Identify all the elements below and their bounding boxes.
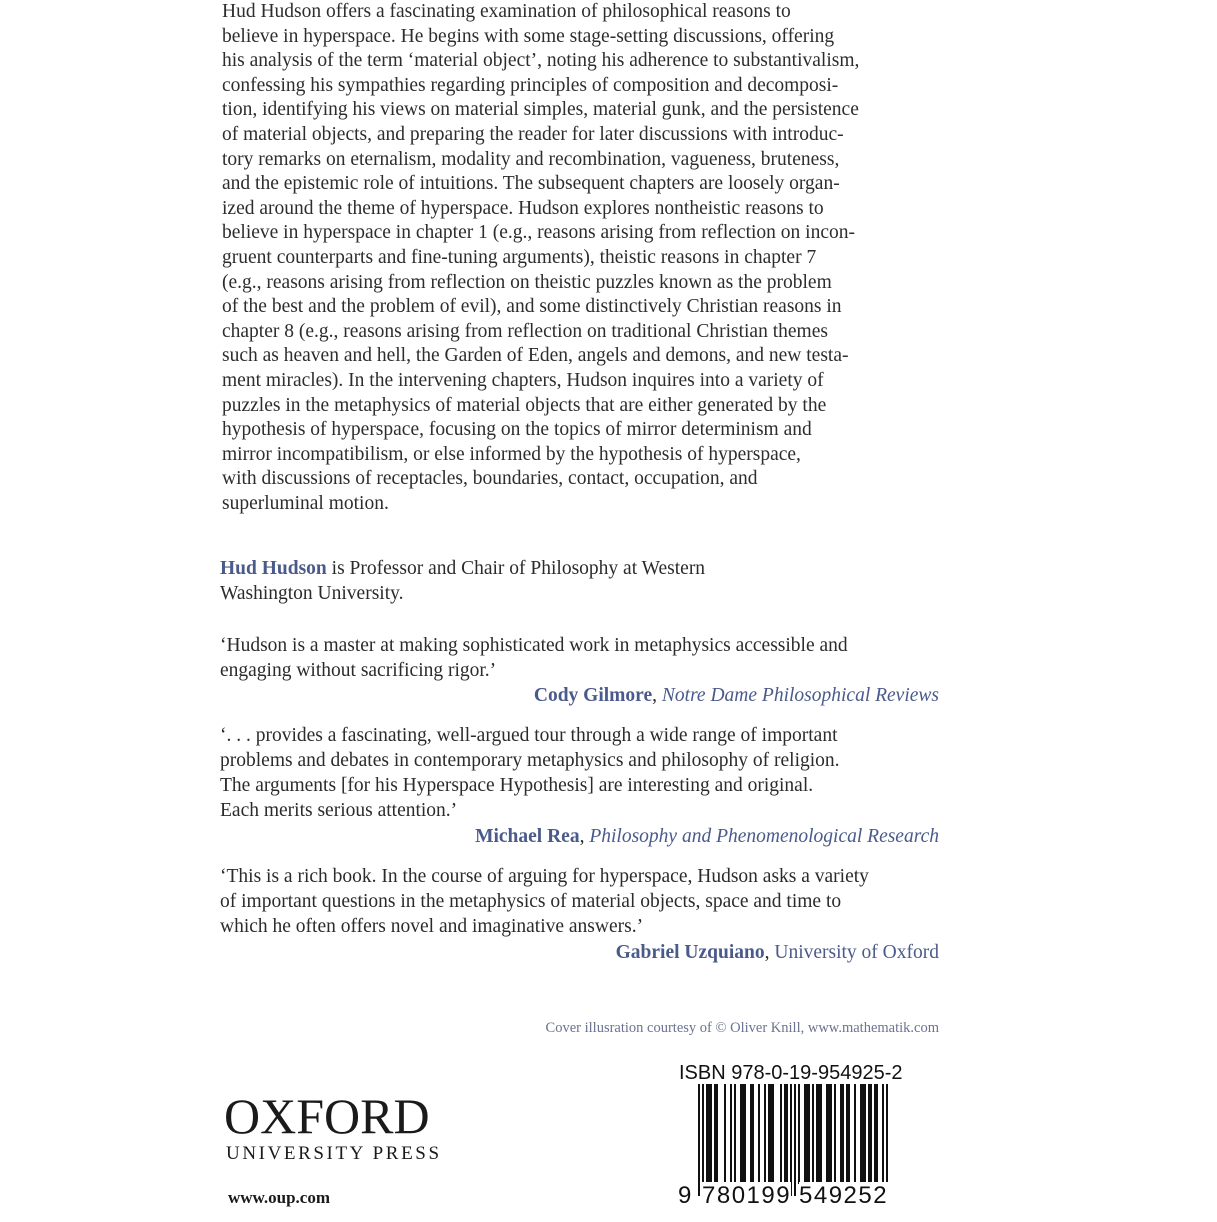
- author-name: Hud Hudson: [220, 558, 327, 579]
- barcode-digit-first: 9: [678, 1182, 692, 1209]
- author-bio: [220, 556, 705, 606]
- barcode-bar: [730, 1084, 732, 1184]
- barcode-bar: [790, 1084, 792, 1196]
- barcode-bar: [826, 1084, 828, 1184]
- description-line: believe in hyperspace. He begins with some stage-setting discussions, offering: [222, 25, 835, 47]
- barcode-bar: [834, 1084, 836, 1184]
- barcode-bar: [848, 1084, 850, 1184]
- review-line: of important questions in the metaphysics of material objects, space and time to: [220, 891, 842, 912]
- barcode-digits-right: 549252: [799, 1182, 889, 1209]
- barcode-bar: [734, 1084, 736, 1184]
- review-attribution: Gabriel Uzquiano, University of Oxford: [615, 942, 939, 963]
- barcode-bar: [744, 1084, 746, 1184]
- description-line: of the best and the problem of evil), and some distinctively Christian reasons in: [222, 296, 842, 318]
- barcode-bar: [830, 1084, 832, 1184]
- description-line: confessing his sympathies regarding principles of composition and decomposi-: [222, 74, 839, 96]
- barcode-bar: [864, 1084, 866, 1184]
- barcode-bar: [786, 1084, 788, 1184]
- barcode-bar: [698, 1084, 700, 1196]
- barcode-bar: [870, 1084, 872, 1184]
- description-line: with discussions of receptacles, boundaries, contact, occupation, and: [222, 468, 758, 490]
- description-line: hypothesis of hyperspace, focusing on the topics of mirror determinism and: [222, 419, 812, 441]
- description-line: tion, identifying his views on material simples, material gunk, and the persistence: [222, 99, 859, 121]
- barcode-bar: [860, 1084, 862, 1184]
- description-line: superluminal motion.: [222, 493, 389, 514]
- review-source: Philosophy and Phenomenological Research: [589, 826, 939, 847]
- cover-credit: Cover illusration courtesy of © Oliver Knill, www.mathematik.com: [545, 1020, 939, 1036]
- barcode-bar: [868, 1084, 870, 1184]
- barcode-bar: [758, 1084, 760, 1184]
- reviewer-name: Cody Gilmore: [533, 685, 653, 706]
- barcode-bar: [812, 1084, 814, 1184]
- author-bio-line: Washington University.: [220, 583, 404, 604]
- description-line: Hud Hudson offers a fascinating examination of philosophical reasons to: [222, 1, 791, 22]
- barcode-bar: [742, 1084, 744, 1184]
- barcode-bar: [784, 1084, 786, 1184]
- description-line: such as heaven and hell, the Garden of Eden, angels and demons, and new testa-: [222, 345, 849, 367]
- barcode-bar: [794, 1084, 796, 1196]
- barcode-bar: [874, 1084, 876, 1184]
- description-line: (e.g., reasons arising from reflection on theistic puzzles known as the problem: [222, 271, 832, 293]
- barcode-bar: [798, 1084, 800, 1184]
- description-line: believe in hyperspace in chapter 1 (e.g., reasons arising from reflection on incon-: [222, 222, 855, 244]
- barcode-bar: [770, 1084, 772, 1184]
- barcode-bar: [764, 1084, 766, 1184]
- barcode-bar: [724, 1084, 726, 1184]
- barcode-bar: [768, 1084, 770, 1184]
- barcode-bar: [876, 1084, 878, 1184]
- barcode-bar: [808, 1084, 810, 1184]
- description-line: ized around the theme of hyperspace. Hudson explores nontheistic reasons to: [222, 197, 824, 219]
- author-bio-text: is Professor and Chair of Philosophy at Western: [326, 558, 706, 579]
- review-line: problems and debates in contemporary metaphysics and philosophy of religion.: [220, 750, 840, 771]
- review-line: The arguments [for his Hyperspace Hypothesis] are interesting and original.: [220, 775, 814, 796]
- barcode-bar: [702, 1084, 704, 1196]
- description-line: puzzles in the metaphysics of material objects that are either generated by the: [222, 394, 827, 416]
- barcode-bar: [710, 1084, 712, 1184]
- barcode-bar: [750, 1084, 752, 1184]
- barcode: [676, 1084, 910, 1217]
- barcode-bar: [706, 1084, 708, 1184]
- reviewer-name: Gabriel Uzquiano: [615, 942, 765, 963]
- review-line: ‘This is a rich book. In the course of arguing for hyperspace, Hudson asks a variety: [220, 866, 869, 887]
- review-line: Each merits serious attention.’: [220, 800, 458, 821]
- barcode-bar: [708, 1084, 710, 1184]
- barcode-bar: [882, 1084, 884, 1196]
- reviewer-name: Michael Rea: [475, 826, 580, 847]
- author-bio-line: [220, 556, 705, 581]
- review-line: ‘. . . provides a fascinating, well-argued tour through a wide range of important: [220, 725, 838, 746]
- barcode-bar: [820, 1084, 822, 1184]
- barcode-bar: [714, 1084, 716, 1184]
- barcode-bar: [854, 1084, 856, 1184]
- description-line: and the epistemic role of intuitions. The subsequent chapters are loosely organ-: [222, 173, 840, 195]
- description-line: his analysis of the term ‘material object’, noting his adherence to substantivalism,: [222, 50, 860, 72]
- barcode-bar: [842, 1084, 844, 1184]
- review-line: engaging without sacrificing rigor.’: [220, 660, 497, 681]
- barcode-bar: [740, 1084, 742, 1184]
- barcode-bar: [828, 1084, 830, 1184]
- barcode-digits-left: 780199: [702, 1182, 792, 1209]
- isbn-label: ISBN 978-0-19-954925-2: [679, 1062, 903, 1084]
- review-attribution: Michael Rea, Philosophy and Phenomenological Research: [475, 826, 939, 847]
- barcode-bar: [780, 1084, 782, 1184]
- description-line: gruent counterparts and fine-tuning arguments), theistic reasons in chapter 7: [222, 247, 817, 268]
- review-attribution: Cody Gilmore, Notre Dame Philosophical Reviews: [533, 685, 939, 706]
- description-line: tory remarks on eternalism, modality and recombination, vagueness, bruteness,: [222, 148, 840, 170]
- review-line: which he often offers novel and imaginative answers.’: [220, 916, 644, 937]
- description-line: chapter 8 (e.g., reasons arising from reflection on traditional Christian themes: [222, 320, 828, 342]
- barcode-bar: [806, 1084, 808, 1184]
- review-source: Notre Dame Philosophical Reviews: [661, 685, 939, 706]
- barcode-bar: [846, 1084, 848, 1184]
- description-line: mirror incompatibilism, or else informed by the hypothesis of hyperspace,: [222, 443, 801, 465]
- review-line: ‘Hudson is a master at making sophisticated work in metaphysics accessible and: [220, 635, 848, 656]
- barcode-bar: [772, 1084, 774, 1184]
- description-line: ment miracles). In the intervening chapters, Hudson inquires into a variety of: [222, 370, 824, 391]
- barcode-bar: [840, 1084, 842, 1184]
- description-line: of material objects, and preparing the reader for later discussions with introduc-: [222, 124, 844, 145]
- barcode-bar: [804, 1084, 806, 1184]
- publisher-website: www.oup.com: [228, 1188, 331, 1207]
- publisher-name: OXFORD: [224, 1088, 430, 1144]
- barcode-bar: [752, 1084, 754, 1184]
- barcode-bar: [716, 1084, 718, 1184]
- barcode-bar: [816, 1084, 818, 1184]
- review-source: University of Oxford: [774, 942, 939, 963]
- barcode-bar: [862, 1084, 864, 1184]
- barcode-bar: [886, 1084, 888, 1196]
- barcode-bar: [818, 1084, 820, 1184]
- publisher-subtitle: UNIVERSITY PRESS: [226, 1143, 442, 1164]
